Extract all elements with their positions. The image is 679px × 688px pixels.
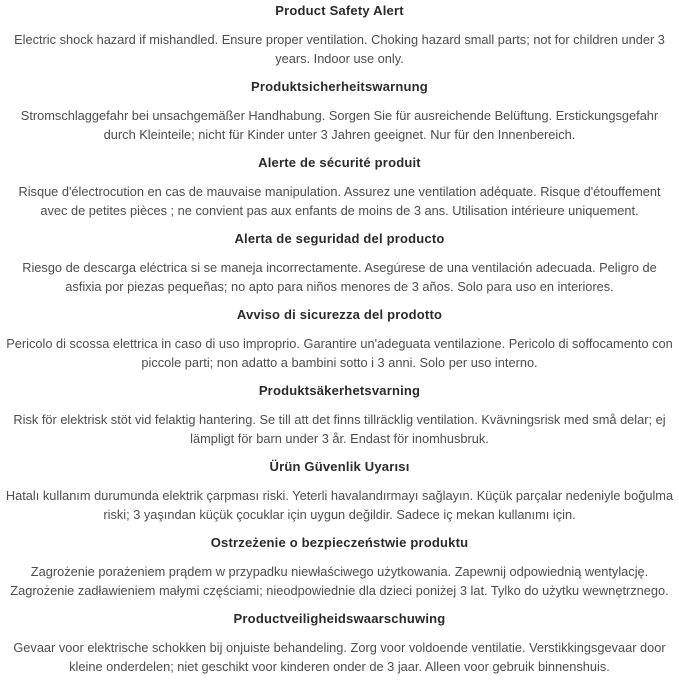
section-body-text: Stromschlaggefahr bei unsachgemäßer Handhabung. Sorgen Sie für ausreichende Belüftung. Erstickungsgefahr durch Kleinteile; nicht für Kinder unter 3 Jahren geeignet. Nur für den Innenbereich.: [20, 108, 659, 142]
section-heading: Avviso di sicurezza del prodotto: [236, 307, 443, 322]
safety-section-fr: [3, 154, 676, 220]
section-heading: Productveiligheidswaarschuwing: [233, 611, 446, 626]
safety-section-es: [3, 230, 676, 296]
safety-section-en: [3, 2, 676, 68]
safety-section-it: [3, 306, 676, 372]
section-body-text: Hatalı kullanım durumunda elektrik çarpması riski. Yeterli havalandırmayı sağlayın. Küçük parçalar nedeniyle boğulma riski; 3 yaşından küçük çocuklar için uygun değildir. Sadece iç mekan kullanımı için.: [5, 488, 674, 522]
safety-section-tr: [3, 458, 676, 524]
section-heading: Ostrzeżenie o bezpieczeństwie produktu: [210, 535, 469, 550]
section-body-text: Risque d'électrocution en cas de mauvaise manipulation. Assurez une ventilation adéquate. Risque d'étouffement avec de petites pièces ; ne convient pas aux enfants de moins de 3 ans. Utilisation intérieure uniquement.: [18, 184, 661, 218]
safety-section-de: [3, 78, 676, 144]
section-heading: Alerta de seguridad del producto: [234, 231, 445, 246]
section-body-text: Riesgo de descarga eléctrica si se maneja incorrectamente. Asegúrese de una ventilación adecuada. Peligro de asfixia por piezas pequeñas; no apto para niños menores de 3 años. Solo para uso en interiores.: [22, 260, 657, 294]
section-body-text: Electric shock hazard if mishandled. Ensure proper ventilation. Choking hazard small parts; not for children under 3 years. Indoor use only.: [14, 32, 665, 66]
section-heading: Alerte de sécurité produit: [258, 155, 421, 170]
product-safety-document: [3, 2, 676, 676]
section-body-text: Risk för elektrisk stöt vid felaktig hantering. Se till att det finns tillräcklig ventilation. Kvävningsrisk med små delar; ej lämpligt för barn under 3 år. Endast för inomhusbruk.: [13, 412, 666, 446]
section-heading: Ürün Güvenlik Uyarısı: [269, 459, 410, 474]
safety-section-sv: [3, 382, 676, 448]
section-heading: Produktsäkerhetsvarning: [258, 383, 421, 398]
safety-section-pl: [3, 534, 676, 600]
section-heading: Product Safety Alert: [275, 3, 404, 18]
section-body-text: Zagrożenie porażeniem prądem w przypadku niewłaściwego użytkowania. Zapewnij odpowiednią wentylację. Zagrożenie zadławieniem małymi częściami; nieodpowiednie dla dzieci poniżej 3 lat. Tylko do użytku wewnętrznego.: [10, 564, 669, 598]
safety-section-nl: [3, 610, 676, 676]
section-heading: Produktsicherheitswarnung: [251, 79, 428, 94]
section-body-text: Gevaar voor elektrische schokken bij onjuiste behandeling. Zorg voor voldoende ventilatie. Verstikkingsgevaar door kleine onderdelen; niet geschikt voor kinderen onder de 3 jaar. Alleen voor gebruik binnenshuis.: [13, 640, 666, 674]
section-body-text: Pericolo di scossa elettrica in caso di uso improprio. Garantire un'adeguata ventilazione. Pericolo di soffocamento con piccole parti; non adatto a bambini sotto i 3 anni. Solo per uso interno.: [6, 336, 673, 370]
